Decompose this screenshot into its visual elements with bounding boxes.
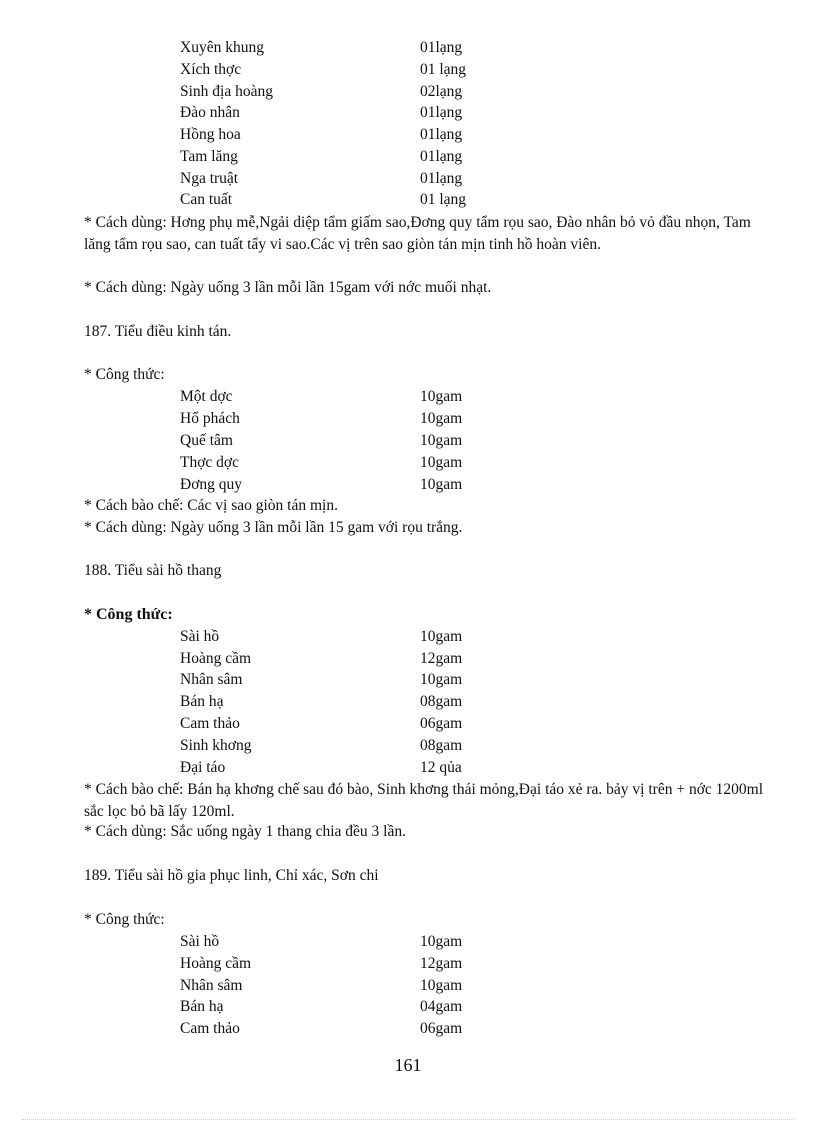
ingredient-qty: 04gam xyxy=(420,998,463,1015)
formula-label: * Công thức: xyxy=(84,366,165,383)
ingredient-name: Một dợc xyxy=(180,388,233,405)
ingredient-name: Can tuất xyxy=(180,191,233,208)
ingredient-name: Nga truật xyxy=(180,170,239,187)
ingredient-qty: 10gam xyxy=(420,628,463,645)
ingredient-qty: 10gam xyxy=(420,977,463,994)
ingredient-qty: 08gam xyxy=(420,693,463,710)
ingredient-qty: 01lạng xyxy=(420,126,463,143)
usage-note: * Cách dùng: Sắc uống ngày 1 thang chia đều 3 lần. xyxy=(84,823,406,840)
ingredient-qty: 01lạng xyxy=(420,104,463,121)
ingredient-qty: 08gam xyxy=(420,737,463,754)
ingredient-qty: 12 qủa xyxy=(420,759,462,776)
ingredient-name: Xuyên khung xyxy=(180,39,264,56)
ingredient-qty: 06gam xyxy=(420,1020,463,1037)
ingredient-name: Cam thảo xyxy=(180,1020,240,1037)
ingredient-qty: 01lạng xyxy=(420,39,463,56)
ingredient-name: Sài hồ xyxy=(180,933,220,950)
preparation-note: * Cách bào chế: Bán hạ khơng chế sau đó bào, Sinh khơng thái mỏng,Đại táo xẻ ra. bảy vị trên + nớc 1200ml sắc lọc bỏ bã lấy 120ml. xyxy=(84,781,764,820)
ingredient-qty: 01lạng xyxy=(420,148,463,165)
section-title-188: 188. Tiểu sài hồ thang xyxy=(84,562,222,579)
ingredient-qty: 01 lạng xyxy=(420,61,467,78)
ingredient-name: Đào nhân xyxy=(180,104,240,121)
ingredient-name: Sinh địa hoàng xyxy=(180,83,273,100)
ingredient-qty: 06gam xyxy=(420,715,463,732)
preparation-note: * Cách bào chế: Các vị sao giòn tán mịn. xyxy=(84,497,338,514)
section-title-189: 189. Tiểu sài hồ gia phục linh, Chỉ xác, Sơn chi xyxy=(84,867,379,884)
ingredient-name: Thợc dợc xyxy=(180,454,239,471)
ingredient-qty: 10gam xyxy=(420,671,463,688)
ingredient-name: Hồng hoa xyxy=(180,126,241,143)
usage-note: * Cách dùng: Ngày uống 3 lần mỗi lần 15gam với nớc muối nhạt. xyxy=(84,279,492,296)
section-title-187: 187. Tiểu điều kinh tán. xyxy=(84,323,232,340)
ingredient-qty: 10gam xyxy=(420,454,463,471)
ingredient-name: Đại táo xyxy=(180,759,226,776)
ingredient-qty: 12gam xyxy=(420,650,463,667)
preparation-note: * Cách dùng: Hơng phụ mễ,Ngải diệp tẩm giấm sao,Đơng quy tẩm rọu sao, Đào nhân bỏ vỏ đầu nhọn, Tam lăng tẩm rọu sao, can tuất tẩy vi sao.Các vị trên sao giòn tán mịn tinh hồ hoàn viên. xyxy=(84,214,751,253)
ingredient-qty: 01lạng xyxy=(420,170,463,187)
ingredient-qty: 10gam xyxy=(420,476,463,493)
ingredient-name: Bán hạ xyxy=(180,998,224,1015)
formula-label: * Công thức: xyxy=(84,606,173,623)
ingredient-name: Xích thợc xyxy=(180,61,242,78)
ingredient-name: Bán hạ xyxy=(180,693,224,710)
formula-label: * Công thức: xyxy=(84,911,165,928)
ingredient-name: Hoàng cầm xyxy=(180,955,252,972)
ingredient-qty: 10gam xyxy=(420,410,463,427)
ingredient-qty: 10gam xyxy=(420,432,463,449)
ingredient-name: Sài hồ xyxy=(180,628,220,645)
page-bottom-divider xyxy=(22,1119,794,1120)
ingredient-qty: 01 lạng xyxy=(420,191,467,208)
ingredient-name: Đơng quy xyxy=(180,476,243,493)
usage-note: * Cách dùng: Ngày uống 3 lần mỗi lần 15 gam với rọu trắng. xyxy=(84,519,463,536)
ingredient-name: Hổ phách xyxy=(180,410,240,427)
ingredient-name: Hoàng cầm xyxy=(180,650,252,667)
ingredient-name: Cam thảo xyxy=(180,715,240,732)
ingredient-name: Sinh khơng xyxy=(180,737,252,754)
ingredient-name: Nhân sâm xyxy=(180,671,243,688)
ingredient-name: Tam lăng xyxy=(180,148,238,165)
ingredient-name: Quế tâm xyxy=(180,432,233,449)
ingredient-qty: 10gam xyxy=(420,388,463,405)
ingredient-name: Nhân sâm xyxy=(180,977,243,994)
ingredient-qty: 02lạng xyxy=(420,83,463,100)
ingredient-qty: 10gam xyxy=(420,933,463,950)
ingredient-qty: 12gam xyxy=(420,955,463,972)
page-number: 161 xyxy=(394,1055,422,1075)
